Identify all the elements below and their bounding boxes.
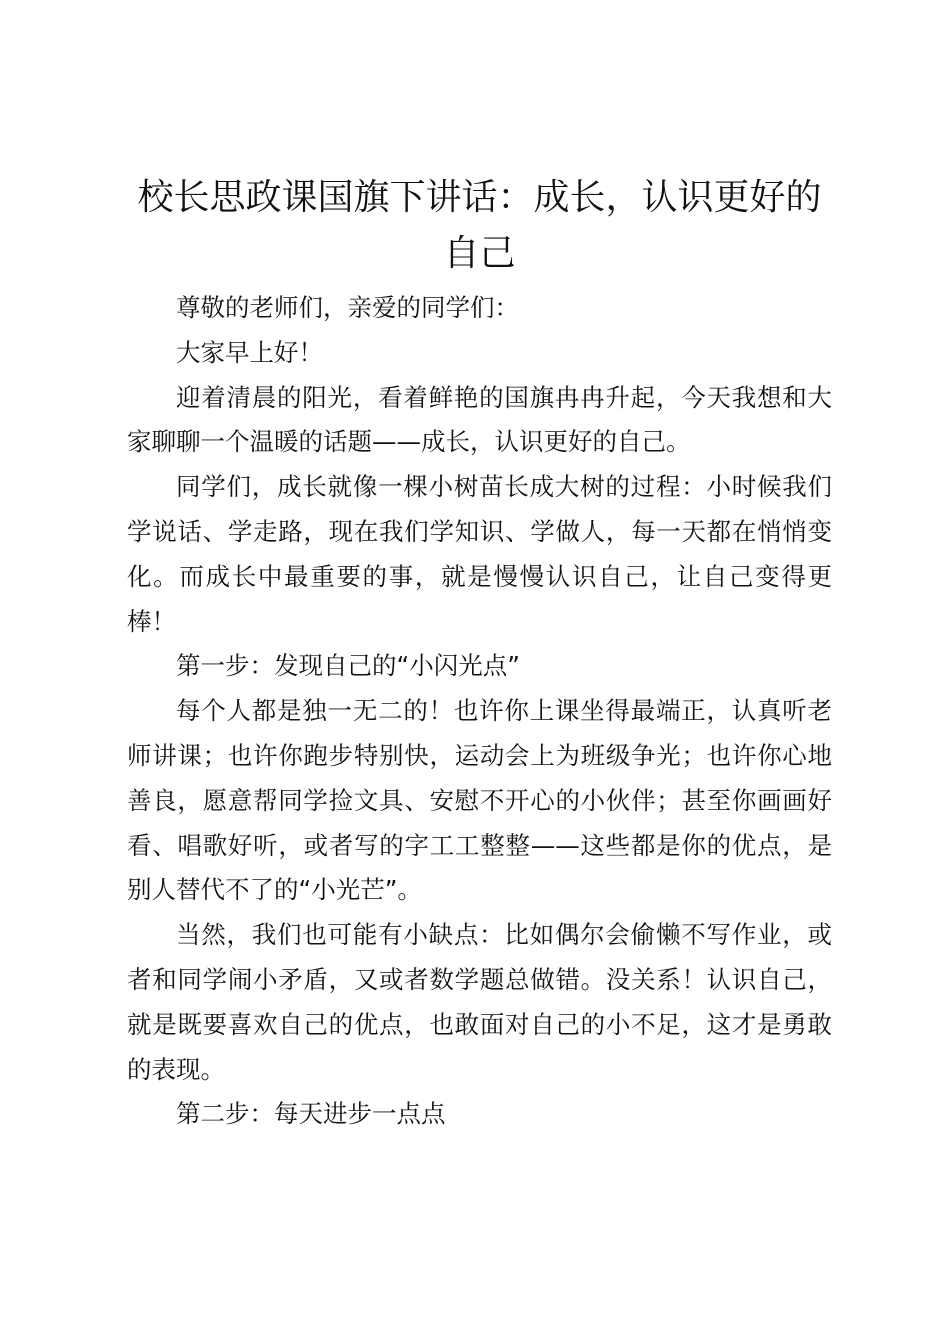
paragraph-intro: 迎着清晨的阳光，看着鲜艳的国旗冉冉升起，今天我想和大家聊聊一个温暖的话题——成长，认识更好的自己。: [127, 382, 832, 457]
section-heading-step-two: 第二步：每天进步一点点: [176, 1099, 446, 1129]
paragraph-morning: 大家早上好！: [176, 337, 323, 367]
section-heading-step-one: 第一步：发现自己的“小闪光点”: [176, 651, 520, 681]
paragraph-weaknesses: 当然，我们也可能有小缺点：比如偶尔会偷懒不写作业，或者和同学闹小矛盾，又或者数学题总做错。没关系！认识自己，就是既要喜欢自己的优点，也敢面对自己的小不足，这才是勇敢的表现。: [127, 920, 832, 1084]
paragraph-greeting: 尊敬的老师们，亲爱的同学们：: [176, 293, 519, 322]
document-page: [127, 170, 832, 1137]
document-title: 校长思政课国旗下讲话：成长，认识更好的自己: [137, 177, 822, 274]
paragraph-growth: 同学们，成长就像一棵小树苗长成大树的过程：小时候我们学说话、学走路，现在我们学知识、学做人，每一天都在悄悄变化。而成长中最重要的事，就是慢慢认识自己，让自己变得更棒！: [127, 472, 832, 636]
paragraph-strengths: 每个人都是独一无二的！也许你上课坐得最端正，认真听老师讲课；也许你跑步特别快，运动会上为班级争光；也许你心地善良，愿意帮同学捡文具、安慰不开心的小伙伴；甚至你画画好看、唱歌好听，或者写的字工工整整——这些都是你的优点，是别人替代不了的“小光芒”。: [127, 696, 832, 905]
